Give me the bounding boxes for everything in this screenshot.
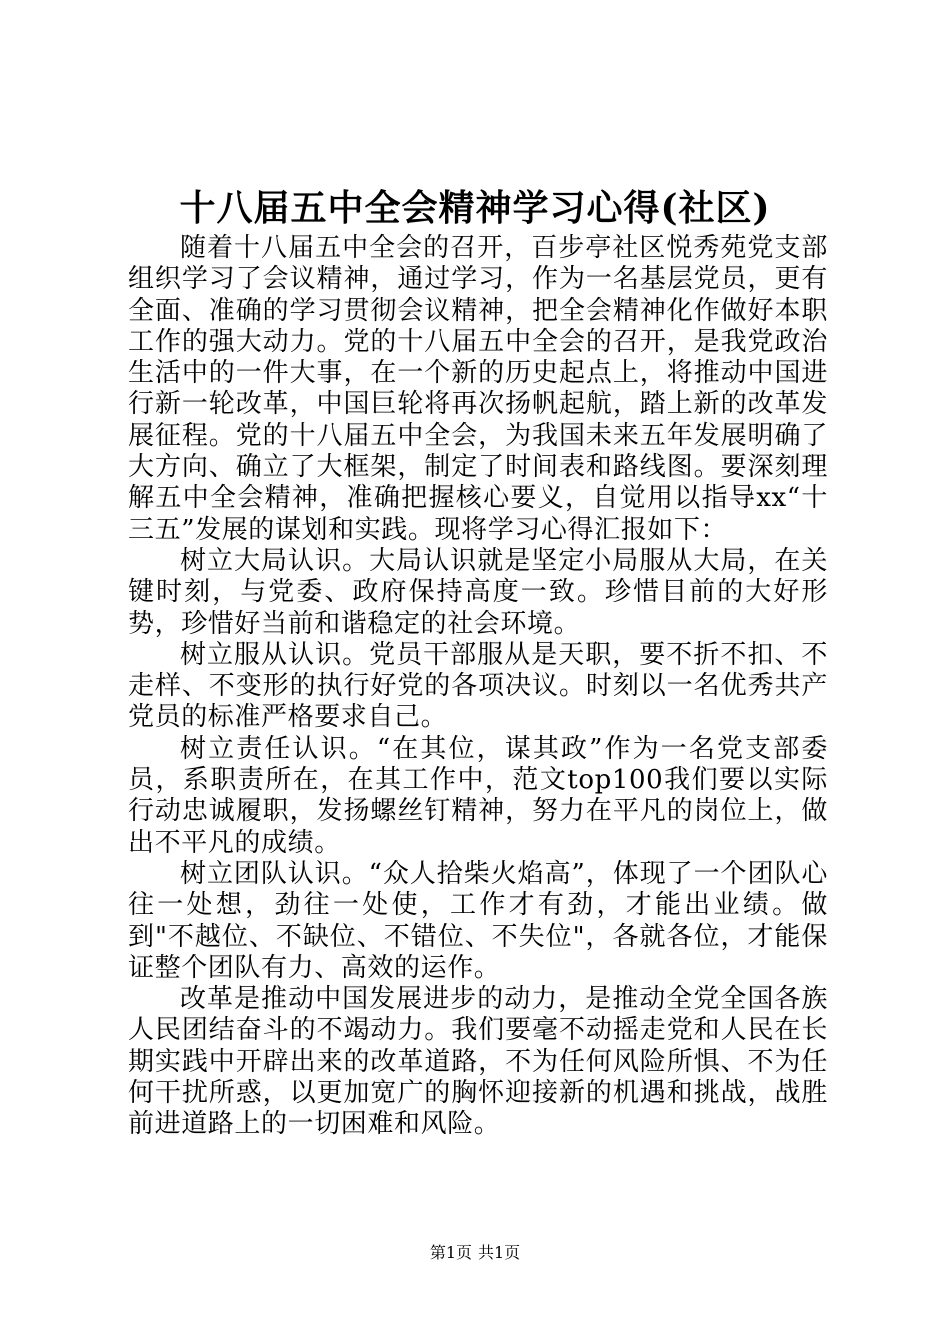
page-number: 第1页 xyxy=(429,1243,472,1262)
page-footer xyxy=(0,1243,950,1263)
paragraph-overall-awareness: 树立大局认识。大局认识就是坚定小局服从大局，在关键时刻，与党委、政府保持高度一致。珍惜目前的大好形势，珍惜好当前和谐稳定的社会环境。 xyxy=(128,545,828,639)
paragraph-obedience-awareness: 树立服从认识。党员干部服从是天职，要不折不扣、不走样、不变形的执行好党的各项决议。时刻以一名优秀共产党员的标准严格要求自己。 xyxy=(128,639,828,733)
paragraph-intro: 随着十八届五中全会的召开，百步亭社区悦秀苑党支部组织学习了会议精神，通过学习，作为一名基层党员，更有全面、准确的学习贯彻会议精神，把全会精神化作做好本职工作的强大动力。党的十八届五中全会的召开，是我党政治生活中的一件大事，在一个新的历史起点上，将推动中国进行新一轮改革，中国巨轮将再次扬帆起航，踏上新的改革发展征程。党的十八届五中全会，为我国未来五年发展明确了大方向、确立了大框架，制定了时间表和路线图。要深刻理解五中全会精神，准确把握核心要义，自觉用以指导xx“十三五”发展的谋划和实践。现将学习心得汇报如下： xyxy=(128,233,828,545)
paragraph-responsibility-awareness: 树立责任认识。“在其位，谋其政”作为一名党支部委员，系职责所在，在其工作中，范文top100我们要以实际行动忠诚履职，发扬螺丝钉精神，努力在平凡的岗位上，做出不平凡的成绩。 xyxy=(128,733,828,858)
document-body xyxy=(128,233,828,1141)
paragraph-reform-conclusion: 改革是推动中国发展进步的动力，是推动全党全国各族人民团结奋斗的不竭动力。我们要毫不动摇走党和人民在长期实践中开辟出来的改革道路，不为任何风险所惧、不为任何干扰所惑，以更加宽广的胸怀迎接新的机遇和挑战，战胜前进道路上的一切困难和风险。 xyxy=(128,984,828,1140)
page-total: 共1页 xyxy=(478,1243,521,1262)
document-title: 十八届五中全会精神学习心得(社区) xyxy=(179,187,771,229)
paragraph-team-awareness: 树立团队认识。“众人拾柴火焰高”，体现了一个团队心往一处想，劲往一处使，工作才有劲，才能出业绩。做到"不越位、不缺位、不错位、不失位"，各就各位，才能保证整个团队有力、高效的运作。 xyxy=(128,858,828,983)
